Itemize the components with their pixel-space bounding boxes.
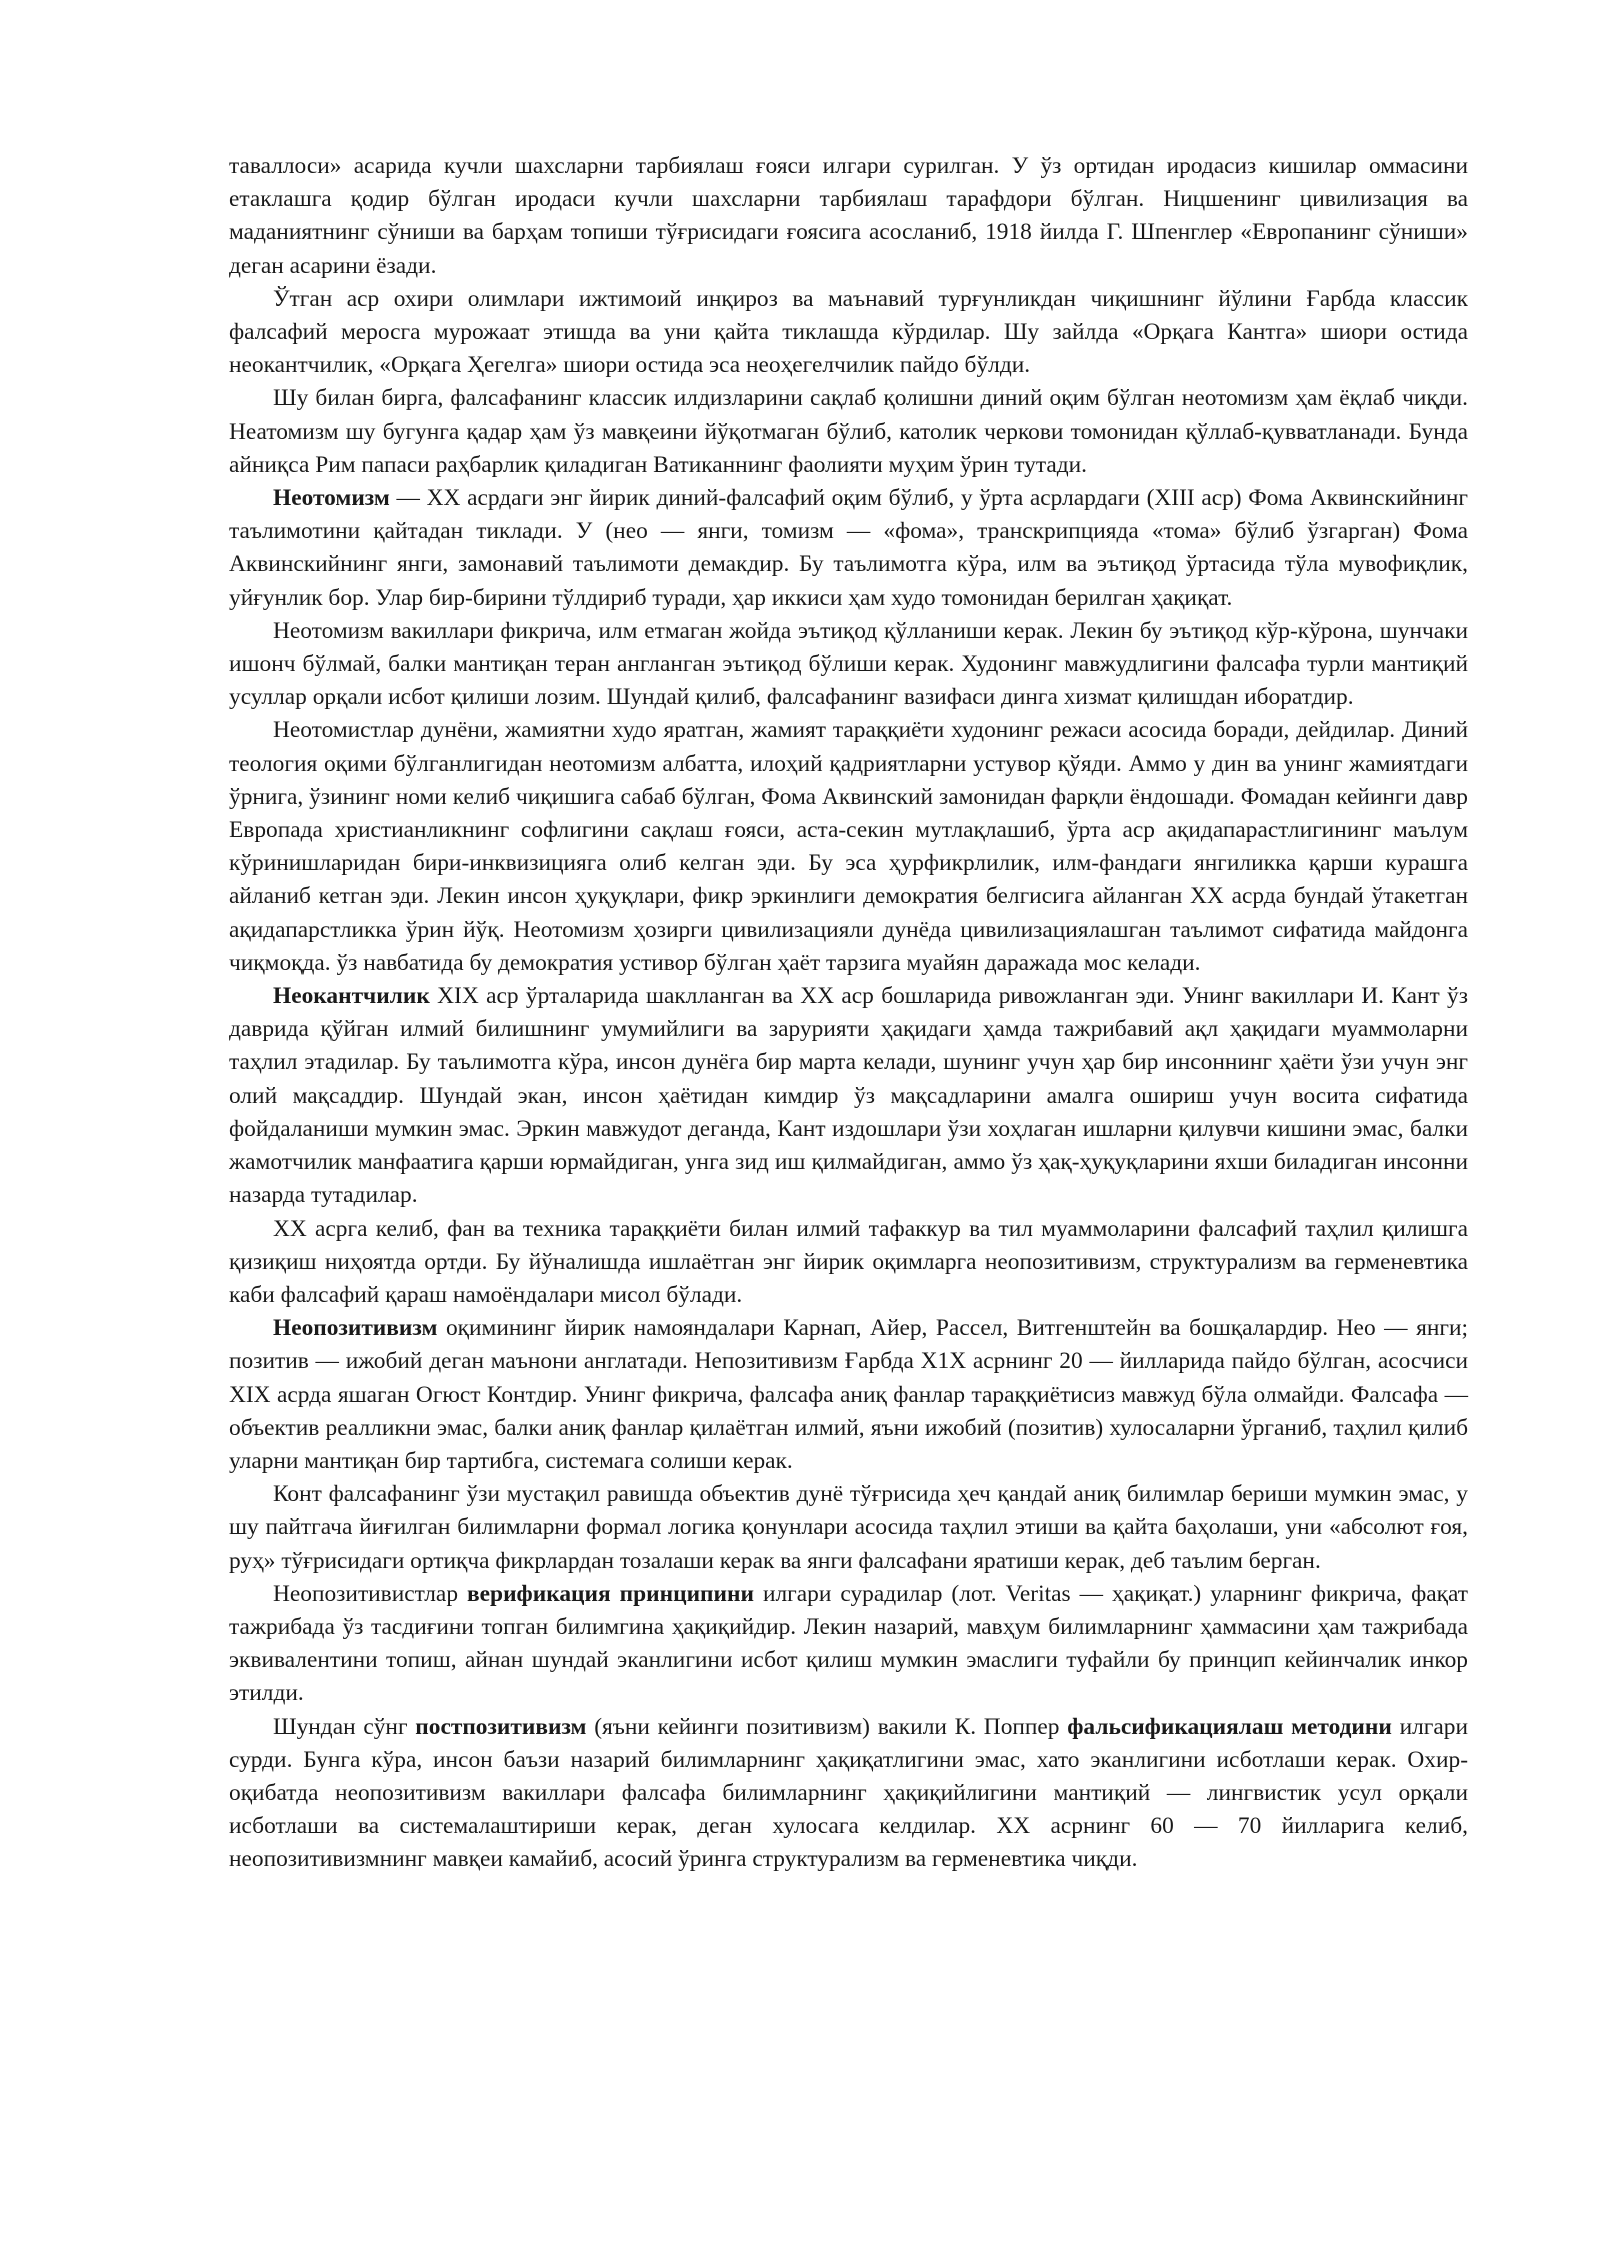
paragraph — [229, 615, 1468, 715]
text-run: Неопозитивистлар — [273, 1580, 468, 1607]
text-run: (яъни кейинги позитивизм) вакили К. Поппер — [586, 1713, 1068, 1740]
paragraph — [229, 1578, 1468, 1711]
text-run: Неотомизм вакиллари фикрича, илм етмаган жойда эътиқод қўлланиши керак. Лекин бу эътиқод кўр-кўрона, шунчаки ишонч бўлмай, балки мантиқан теран англанган эътиқод бўлиши керак. Худонинг мавжудлигини фалсафа турли мантиқий усуллар орқали исбот қилиши лозим. Шундай қилиб, фалсафанинг вазифаси динга хизмат қилишдан иборатдир. — [229, 617, 1468, 711]
text-run: Ўтган аср охири олимлари ижтимоий инқироз ва маънавий турғунликдан чиқишнинг йўлини Ғарбда классик фалсафий меросга мурожаат этишда ва уни қайта тиклашда кўрдилар. Шу зайлда «Орқага Кантга» шиори остида неокантчилик, «Орқага Ҳегелга» шиори остида эса неоҳегелчилик пайдо бўлди. — [229, 285, 1468, 379]
paragraph — [229, 980, 1468, 1212]
paragraph — [229, 1312, 1468, 1478]
text-run: илгари сурадилар (лот. Veritas — ҳақиқат.) уларнинг фикрича, фақат тажрибада ўз тасдиғини топган билимгина ҳақиқийдир. Лекин назарий, мавҳум билимларнинг ҳаммасини ҳам тажрибада эквивалентини топиш, айнан шундай эканлигини исбот қилиш мумкин эмаслиги туфайли бу принцип кейинчалик инкор этилди. — [229, 1580, 1468, 1707]
text-run: Шундан сўнг — [273, 1713, 416, 1740]
bold-term: верификация принципини — [467, 1580, 754, 1607]
paragraph — [229, 150, 1468, 283]
text-run: таваллоси» асарида кучли шахсларни тарбиялаш ғояси илгари сурилган. У ўз ортидан иродасиз кишилар оммасини етаклашга қодир бўлган иродаси кучли шахсларни тарбиялаш тарафдори бўлган. Ницшенинг цивилизация ва маданиятнинг сўниши ва барҳам топиши тўғрисидаги ғоясига асосланиб, 1918 йилда Г. Шпенглер «Европанинг сўниши» деган асарини ёзади. — [229, 153, 1468, 279]
paragraph — [229, 1213, 1468, 1313]
bold-term: Неотомизм — [273, 485, 390, 512]
text-run: Конт фалсафанинг ўзи мустақил равишда объектив дунё тўғрисида ҳеч қандай аниқ билимлар бериши мумкин эмас, у шу пайтгача йиғилган билимларни формал логика қонунлари асосида таҳлил этиши ва қайта баҳолаши, уни «абсолют ғоя, руҳ» тўғрисидаги ортиқча фикрлардан тозалаши керак ва янги фалсафани яратиши керак, деб таълим берган. — [229, 1481, 1468, 1574]
text-run: XIX аср ўрталарида шаклланган ва ХХ аср бошларида ривожланган эди. Унинг вакиллари И. Кант ўз даврида қўйган илмий билишнинг умумийлиги ва зарурияти ҳақидаги ҳамда тажрибавий ақл ҳақидаги муаммоларни таҳлил этадилар. Бу таълимотга кўра, инсон дунёга бир марта келади, шунинг учун ҳар бир инсоннинг ҳаёти ўзи учун энг олий мақсаддир. Шундай экан, инсон ҳаётидан кимдир ўз мақсадларини амалга ошириш учун восита сифатида фойдаланиши мумкин эмас. Эркин мавжудот деганда, Кант издошлари ўзи хоҳлаган ишларни қилувчи кишини эмас, балки жамотчилик манфаатига қарши юрмайдиган, унга зид иш қилмайдиган, аммо ўз ҳақ-ҳуқуқларини яхши биладиган инсонни назарда тутадилар. — [229, 983, 1468, 1209]
text-run: Шу билан бирга, фалсафанинг классик илдизларини сақлаб қолишни диний оқим бўлган неотомизм ҳам ёқлаб чиқди. Неатомизм шу бугунга қадар ҳам ўз мавқеини йўқотмаган бўлиб, католик черкови томонидан қўллаб-қувватланади. Бунда айниқса Рим папаси раҳбарлик қиладиган Ватиканнинг фаолияти муҳим ўрин тутади. — [229, 385, 1468, 478]
bold-term: Неокантчилик — [273, 983, 430, 1010]
document-page — [229, 150, 1468, 1877]
text-run: илгари сурди. Бунга кўра, инсон баъзи назарий билимларнинг ҳақиқатлигини эмас, хато эканлигини исботлаши керак. Охир-оқибатда неопозитивизм вакиллари фалсафа билимларнинг ҳақиқийлигини мантиқий — лингвистик усул орқали исботлаши ва системалаштириши керак, деган хулосага келдилар. ХХ асрнинг 60 — 70 йилларига келиб, неопозитивизмнинг мавқеи камайиб, асосий ўринга структурализм ва герменевтика чиқди. — [229, 1713, 1468, 1873]
paragraph — [229, 482, 1468, 615]
paragraph — [229, 1711, 1468, 1877]
paragraph — [229, 1478, 1468, 1578]
text-run: ХХ асрга келиб, фан ва техника тараққиёти билан илмий тафаккур ва тил муаммоларини фалсафий таҳлил қилишга қизиқиш ниҳоятда ортди. Бу йўналишда ишлаётган энг йирик оқимларга неопозитивизм, структурализм ва герменевтика каби фалсафий қараш намоёндалари мисол бўлади. — [229, 1215, 1468, 1308]
bold-term: фальсификациялаш методини — [1067, 1713, 1392, 1740]
text-run: — ХХ асрдаги энг йирик диний-фалсафий оқим бўлиб, у ўрта асрлардаги (XIII аср) Фома Аквинскийнинг таълимотини қайтадан тиклади. У (нео — янги, томизм — «фома», транскрипцияда «тома» бўлиб ўзгарган) Фома Аквинскийнинг янги, замонавий таълимоти демакдир. Бу таълимотга кўра, илм ва эътиқод ўртасида тўла мувофиқлик, уйғунлик бор. Улар бир-бирини тўлдириб туради, ҳар иккиси ҳам худо томонидан берилган ҳақиқат. — [229, 485, 1468, 611]
bold-term: Неопозитивизм — [273, 1315, 438, 1342]
paragraph — [229, 382, 1468, 482]
bold-term: постпозитивизм — [415, 1713, 587, 1740]
text-run: Неотомистлар дунёни, жамиятни худо яратган, жамият тараққиёти худонинг режаси асосида боради, дейдилар. Диний теология оқими бўлганлигидан неотомизм албатта, илоҳий қадриятларни устувор қўяди. Аммо у дин ва унинг жамиятдаги ўрнига, ўзининг номи келиб чиқишига сабаб бўлган, Фома Аквинский замонидан фарқли ёндошади. Фомадан кейинги давр Европада христианликнинг софлигини сақлаш ғояси, аста-секин мутлақлашиб, ўрта аср ақидапарастлигининг маълум кўринишларидан бири-инквизицияга олиб келган эди. Бу эса ҳурфикрлилик, илм-фандаги янгиликка қарши курашга айланиб кетган эди. Лекин инсон ҳуқуқлари, фикр эркинлиги демократия белгисига айланган ХХ асрда бундай ўтакетган ақидапарстликка ўрин йўқ. Неотомизм ҳозирги цивилизацияли дунёда цивилизациялашган таълимот сифатида майдонга чиқмоқда. ўз навбатида бу демократия устивор бўлган ҳаёт тарзига муайян даражада мос келади. — [229, 717, 1468, 976]
text-run: оқимининг йирик намояндалари Карнап, Айер, Рассел, Витгенштейн ва бошқалардир. Нео — янги; позитив — ижобий деган маънони англатади. Непозитивизм Ғарбда Х1Х асрнинг 20 — йилларида пайдо бўлган, асосчиси XIX асрда яшаган Огюст Контдир. Унинг фикрича, фалсафа аниқ фанлар тараққиётисиз мавжуд бўла олмайди. Фалсафа — объектив реалликни эмас, балки аниқ фанлар қилаётган илмий, яъни ижобий (позитив) хулосаларни ўрганиб, таҳлил қилиб уларни мантиқан бир тартибга, системага солиши керак. — [229, 1315, 1468, 1474]
paragraph — [229, 714, 1468, 980]
paragraph — [229, 283, 1468, 383]
